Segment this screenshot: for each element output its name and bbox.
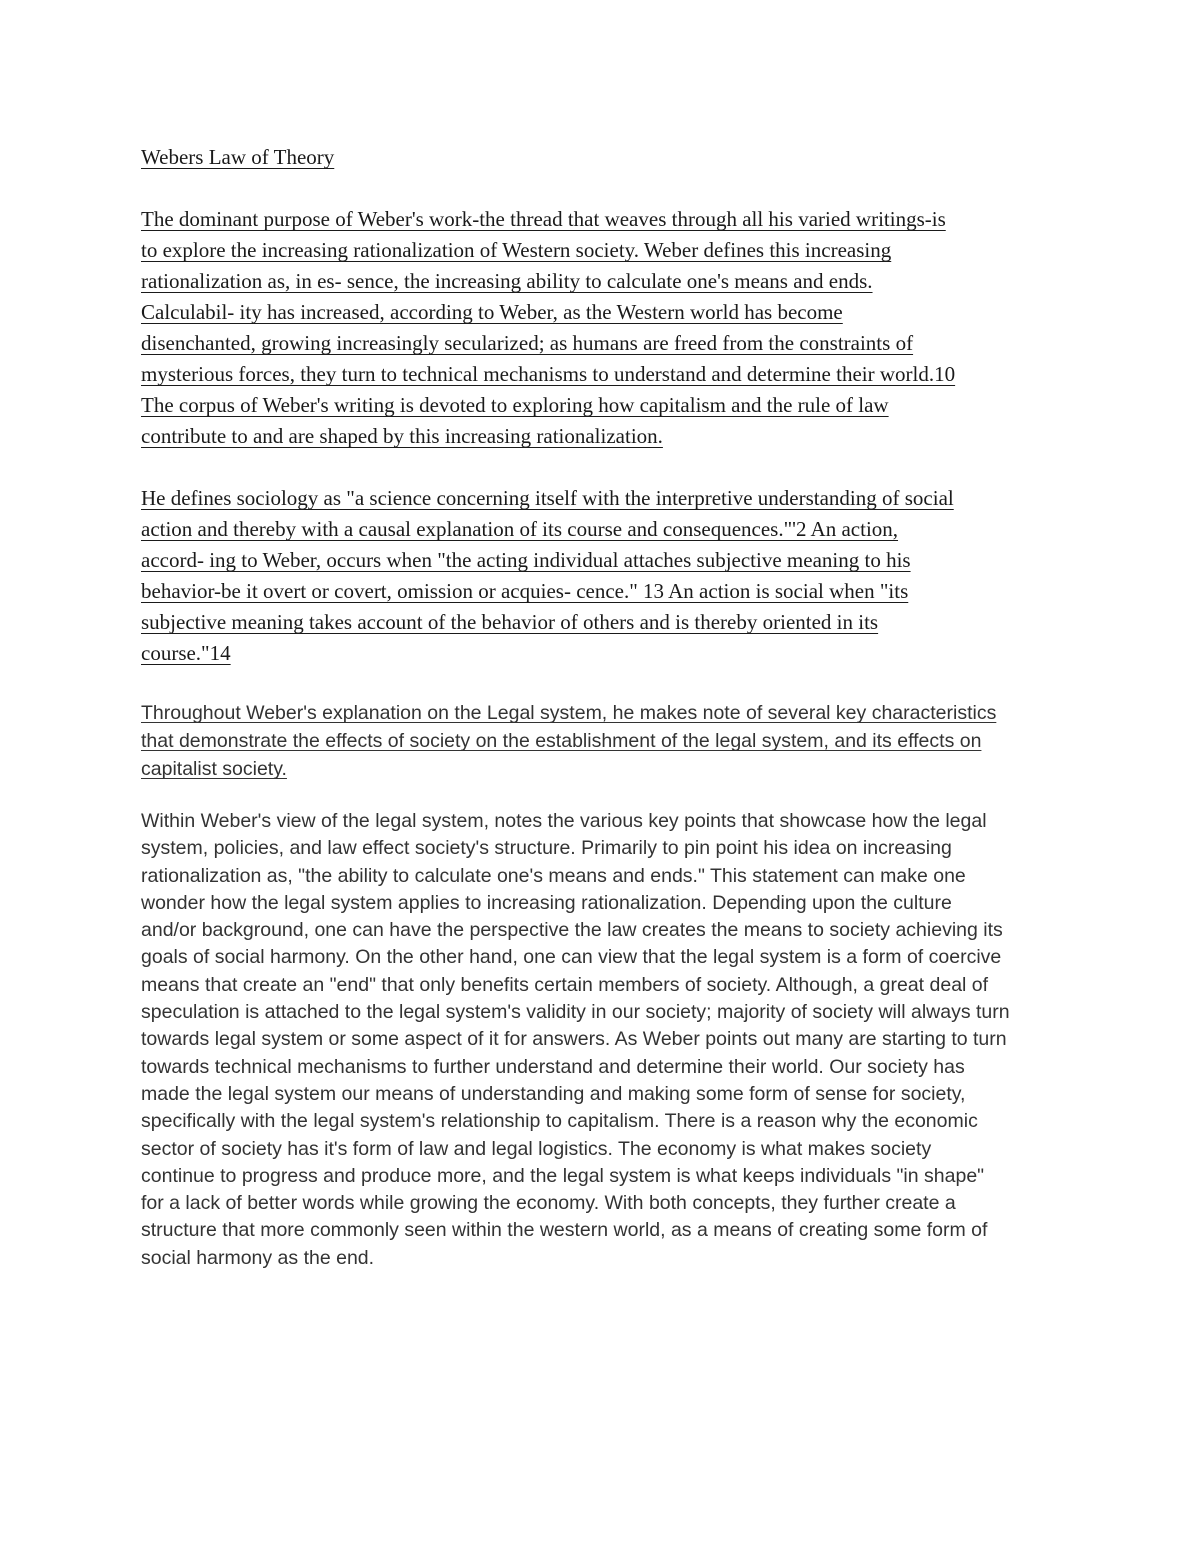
text-line: for a lack of better words while growing the economy. With both concepts, they further create a	[141, 1192, 956, 1215]
text-line: disenchanted, growing increasingly secularized; as humans are freed from the constraints of	[141, 331, 914, 355]
text-line: towards legal system or some aspect of it for answers. As Weber points out many are starting to turn	[141, 1028, 1007, 1051]
text-line: Within Weber's view of the legal system, notes the various key points that showcase how the legal	[141, 810, 987, 832]
text-line: mysterious forces, they turn to technical mechanisms to understand and determine their world.10	[141, 362, 956, 386]
text-line: contribute to and are shaped by this increasing rationalization.	[141, 424, 663, 448]
document-title: Webers Law of Theory	[141, 145, 335, 169]
text-line: system, policies, and law effect society's structure. Primarily to pin point his idea on increasing	[141, 837, 952, 860]
text-line: that demonstrate the effects of society on the establishment of the legal system, and its effects on	[141, 730, 982, 752]
text-line: Calculabil- ity has increased, according to Weber, as the Western world has become	[141, 300, 843, 324]
text-line: made the legal system our means of understanding and making some form of sense for society,	[141, 1082, 966, 1105]
text-line: means that create an "end" that only benefits certain members of society. Although, a great deal of	[141, 973, 989, 996]
text-line: and/or background, one can have the perspective the law creates the means to society achieving its	[141, 919, 1003, 942]
text-line: specifically with the legal system's relationship to capitalism. There is a reason why the economic	[141, 1110, 978, 1133]
text-line: continue to progress and produce more, and the legal system is what keeps individuals "in shape"	[141, 1164, 985, 1187]
text-line: accord- ing to Weber, occurs when "the acting individual attaches subjective meaning to his	[141, 548, 911, 572]
text-line: subjective meaning takes account of the behavior of others and is thereby oriented in its	[141, 610, 879, 634]
text-line: The corpus of Weber's writing is devoted to exploring how capitalism and the rule of law	[141, 393, 889, 417]
text-line: speculation is attached to the legal system's validity in our society; majority of society will always turn	[141, 1001, 1010, 1024]
text-line: rationalization as, "the ability to calculate one's means and ends." This statement can make one	[141, 864, 966, 887]
text-line: wonder how the legal system applies to increasing rationalization. Depending upon the culture	[141, 891, 952, 914]
paragraph-rationalization-quote	[141, 204, 1071, 452]
text-line: behavior-be it overt or covert, omission or acquies- cence." 13 An action is social when "its	[141, 579, 909, 603]
text-line: The dominant purpose of Weber's work-the thread that weaves through all his varied writings-is	[141, 207, 946, 231]
text-line: goals of social harmony. On the other hand, one can view that the legal system is a form of coercive	[141, 946, 1002, 969]
paragraph-sociology-quote	[141, 483, 1071, 669]
text-line: sector of society has it's form of law and legal logistics. The economy is what makes society	[141, 1137, 932, 1160]
text-line: Throughout Weber's explanation on the Legal system, he makes note of several key characteristics	[141, 702, 997, 724]
text-line: towards technical mechanisms to further understand and determine their world. Our society has	[141, 1055, 965, 1078]
paragraph-analysis	[141, 808, 1071, 1272]
text-line: He defines sociology as "a science concerning itself with the interpretive understanding of social	[141, 486, 954, 510]
text-line: course."14	[141, 641, 231, 665]
text-line: structure that more commonly seen within the western world, as a means of creating some form of	[141, 1219, 988, 1242]
text-line: to explore the increasing rationalization of Western society. Weber defines this increasing	[141, 238, 892, 262]
text-line: rationalization as, in es- sence, the increasing ability to calculate one's means and ends.	[141, 269, 873, 293]
paragraph-legal-system-intro	[141, 699, 1071, 783]
text-line: capitalist society.	[141, 758, 287, 780]
text-line: action and thereby with a causal explanation of its course and consequences."'2 An action,	[141, 517, 899, 541]
text-line: social harmony as the end.	[141, 1246, 375, 1269]
